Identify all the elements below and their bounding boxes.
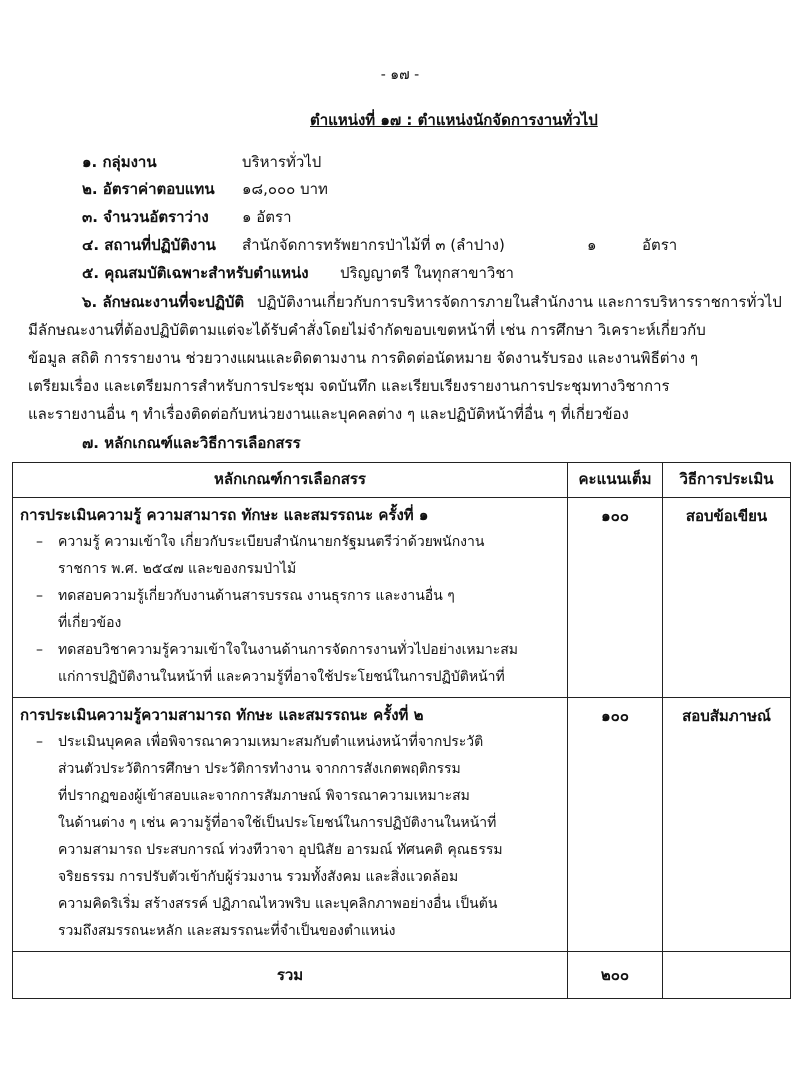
position-title: ตำแหน่งที่ ๑๗ : ตำแหน่งนักจัดการงานทั่วไป <box>310 111 598 129</box>
item-line: ส่วนตัวประวัติการศึกษา ประวัติการทำงาน จากการสังเกตพฤติกรรม <box>58 761 461 777</box>
item-line: ความสามารถ ประสบการณ์ ท่วงทีวาจา อุปนิสัย อารมณ์ ทัศนคติ คุณธรรม <box>58 842 503 858</box>
field-label: ๑. กลุ่มงาน <box>82 153 157 171</box>
duties-label: ๖. ลักษณะงานที่จะปฏิบัติ <box>82 293 245 311</box>
dash-marker: – <box>36 534 43 550</box>
field-value: สำนักจัดการทรัพยากรป่าไม้ที่ ๓ (ลำปาง) <box>242 236 505 254</box>
full-score-cell: ๑๐๐ <box>568 498 663 698</box>
item-line: ที่เกี่ยวข้อง <box>58 615 122 631</box>
item-line: ในด้านต่าง ๆ เช่น ความรู้ที่อาจใช้เป็นประโยชน์ในการปฏิบัติงานในหน้าที่ <box>58 815 497 831</box>
dash-marker: – <box>36 588 43 604</box>
item-line: ทดสอบความรู้เกี่ยวกับงานด้านสารบรรณ งานธุรการ และงานอื่น ๆ <box>58 588 455 604</box>
full-score-cell: ๑๐๐ <box>568 698 663 952</box>
page-number: - ๑๗ - <box>380 67 420 83</box>
total-score: ๒๐๐ <box>568 952 663 999</box>
field-row-vacancies <box>82 205 292 229</box>
field-row-compensation <box>82 177 328 201</box>
criteria-cell <box>13 498 568 698</box>
criteria-heading <box>82 431 301 455</box>
section-title: การประเมินความรู้ ความสามารถ ทักษะ และสมรรถนะ ครั้งที่ ๑ <box>20 506 429 524</box>
field-label: ๓. จำนวนอัตราว่าง <box>82 208 209 226</box>
header-full-score: คะแนนเต็ม <box>568 463 663 498</box>
table-row <box>13 498 791 698</box>
section-title: การประเมินความรู้ความสามารถ ทักษะ และสมรรถนะ ครั้งที่ ๒ <box>20 706 424 724</box>
total-row <box>13 952 791 999</box>
field-label: ๔. สถานที่ปฏิบัติงาน <box>82 236 216 254</box>
field-row-work-group <box>82 150 322 174</box>
dash-marker: – <box>36 734 43 750</box>
item-line: แก่การปฏิบัติงานในหน้าที่ และความรู้ที่อาจใช้ประโยชน์ในการปฏิบัติหน้าที่ <box>58 669 505 685</box>
field-row-qualifications <box>82 261 514 285</box>
duties-line: ข้อมูล สถิติ การรายงาน ช่วยวางแผนและติดตามงาน การติดต่อนัดหมาย จัดงานรับรอง และงานพิธีต่าง ๆ <box>28 349 699 367</box>
field-value: ๑๘,๐๐๐ บาท <box>242 180 328 198</box>
list-item <box>14 729 566 945</box>
item-line: ทดสอบวิชาความรู้ความเข้าใจในงานด้านการจัดการงานทั่วไปอย่างเหมาะสม <box>58 642 518 658</box>
item-line: จริยธรรม การปรับตัวเข้ากับผู้ร่วมงาน รวมทั้งสังคม และสิ่งแวดล้อม <box>58 869 459 885</box>
item-line: ความรู้ ความเข้าใจ เกี่ยวกับระเบียบสำนักนายกรัฐมนตรีว่าด้วยพนักงาน <box>58 534 485 550</box>
total-label: รวม <box>13 952 568 999</box>
item-line: ประเมินบุคคล เพื่อพิจารณาความเหมาะสมกับตำแหน่งหน้าที่จากประวัติ <box>58 734 484 750</box>
item-line: รวมถึงสมรรถนะหลัก และสมรรถนะที่จำเป็นของตำแหน่ง <box>58 923 396 939</box>
item-line: ความคิดริเริ่ม สร้างสรรค์ ปฏิภาณไหวพริบ และบุคลิกภาพอย่างอื่น เป็นต้น <box>58 896 498 912</box>
field-row-workplace <box>82 233 678 257</box>
field-label: ๒. อัตราค่าตอบแทน <box>82 180 215 198</box>
criteria-cell <box>13 698 568 952</box>
field-label: ๕. คุณสมบัติเฉพาะสำหรับตำแหน่ง <box>82 264 309 282</box>
header-criteria: หลักเกณฑ์การเลือกสรร <box>13 463 568 498</box>
table-row <box>13 698 791 952</box>
duties-line: เตรียมเรื่อง และเตรียมการสำหรับการประชุม จดบันทึก และเรียบเรียงรายงานการประชุมทางวิชาการ <box>28 377 670 395</box>
item-line: ที่ปรากฏของผู้เข้าสอบและจากการสัมภาษณ์ พิจารณาความเหมาะสม <box>58 788 470 804</box>
field-value: ปริญญาตรี ในทุกสาขาวิชา <box>340 264 514 282</box>
list-item <box>14 529 566 583</box>
method-cell: สอบสัมภาษณ์ <box>663 698 791 952</box>
criteria-heading-text: ๗. หลักเกณฑ์และวิธีการเลือกสรร <box>82 434 301 452</box>
list-item <box>14 583 566 637</box>
table-header-row <box>13 463 791 498</box>
field-value: บริหารทั่วไป <box>242 153 322 171</box>
header-method: วิธีการประเมิน <box>663 463 791 498</box>
item-line: ราชการ พ.ศ. ๒๕๔๗ และของกรมป่าไม้ <box>58 561 297 577</box>
field-value: ๑ อัตรา <box>242 208 292 226</box>
duties-line: และรายงานอื่น ๆ ทำเรื่องติดต่อกับหน่วยงานและบุคคลต่าง ๆ และปฏิบัติหน้าที่อื่น ๆ ที่เกี่ยวข้อง <box>28 405 629 423</box>
duties-line: ปฏิบัติงานเกี่ยวกับการบริหารจัดการภายในสำนักงาน และการบริหารราชการทั่วไป <box>256 293 782 311</box>
total-method-empty <box>663 952 791 999</box>
criteria-table <box>12 462 791 999</box>
workplace-count: ๑ <box>587 236 597 254</box>
duties-line: มีลักษณะงานที่ต้องปฏิบัติตามแต่จะได้รับคำสั่งโดยไม่จำกัดขอบเขตหน้าที่ เช่น การศึกษา วิเคราะห์เกี่ยวกับ <box>28 321 706 339</box>
method-cell: สอบข้อเขียน <box>663 498 791 698</box>
list-item <box>14 637 566 691</box>
workplace-unit: อัตรา <box>642 236 678 254</box>
duties-first-line <box>82 290 782 314</box>
dash-marker: – <box>36 642 43 658</box>
